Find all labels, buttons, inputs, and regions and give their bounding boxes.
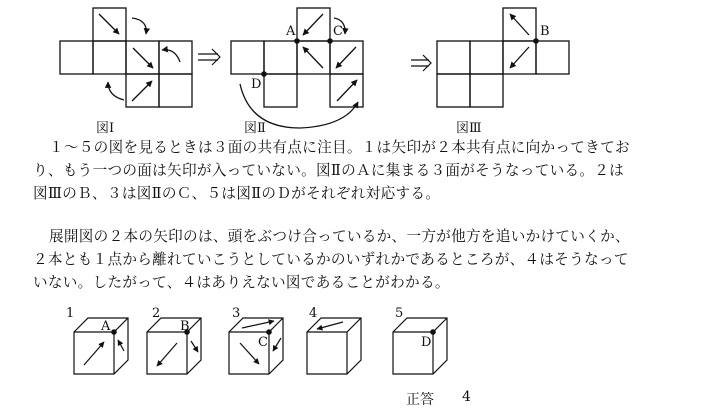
point-label-b: B: [540, 24, 550, 39]
cube-number-5: 5: [395, 306, 404, 321]
net-figure-1: [60, 8, 192, 107]
net-points: [261, 38, 539, 77]
answer-label: 正答: [406, 392, 434, 408]
figure-2-caption: 図Ⅱ: [244, 121, 266, 136]
cube-3: [229, 318, 283, 374]
explanation-paragraph-1-line-2: り、もう一つの面は矢印が入っていない。図ⅡのＡに集まる３面がそうなっている。２は: [33, 162, 625, 179]
point-label-d: D: [251, 77, 262, 92]
cube-4: [307, 318, 361, 374]
cube-1-point-label: A: [101, 319, 111, 334]
net-figure-3: [437, 8, 569, 107]
point-label-c: C: [333, 24, 343, 39]
cube-5: [393, 318, 447, 374]
cube-number-2: 2: [152, 306, 161, 321]
figure-1-caption: 図Ⅰ: [96, 121, 115, 136]
cube-number-1: 1: [66, 306, 75, 321]
cube-number-4: 4: [309, 306, 318, 321]
cube-2-point-label: B: [180, 319, 190, 334]
point-label-a: A: [286, 24, 296, 39]
answer-value: 4: [462, 389, 471, 405]
explanation-paragraph-2-line-1: 展開図の２本の矢印のは、頭をぶつけ合っているか、一方が他方を追いかけていくか、: [49, 228, 630, 245]
explanation-paragraph-1-line-1: １～５の図を見るときは３面の共有点に注目。１は矢印が２本共有点に向かってきてお: [49, 139, 630, 156]
cube-number-3: 3: [232, 306, 241, 321]
cube-3-point-label: C: [258, 335, 268, 350]
explanation-paragraph-2-line-2: ２本とも１点から離れていこうとしているかのいずれかであるところが、４はそうなって: [33, 251, 629, 268]
cube-2: [147, 318, 201, 374]
net-figure-2: [231, 8, 363, 128]
cube-5-point-label: D: [421, 335, 432, 350]
explanation-paragraph-1-line-3: 図ⅢのＢ、３は図ⅡのＣ、５は図ⅡのＤがそれぞれ対応する。: [33, 185, 441, 202]
explanation-paragraph-2-line-3: いない。したがって、４はありえない図であることがわかる。: [33, 274, 450, 291]
figure-3-caption: 図Ⅲ: [456, 121, 482, 136]
